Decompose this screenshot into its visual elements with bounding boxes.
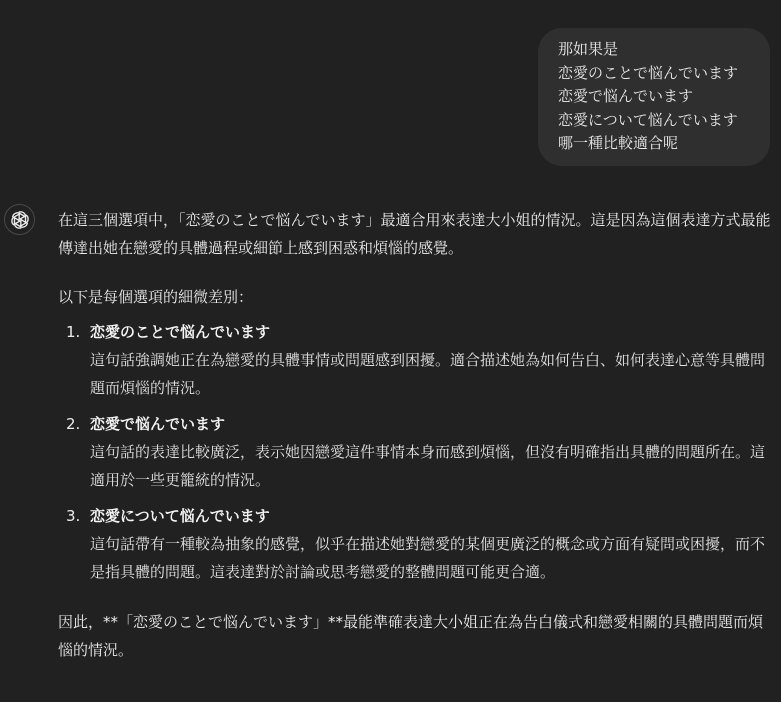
list-item xyxy=(58,410,774,494)
assistant-message xyxy=(58,206,774,664)
user-message-line: 恋愛のことで悩んでいます xyxy=(558,63,739,82)
user-message-line: 恋愛で悩んでいます xyxy=(558,87,694,105)
list-item-description: 這句話的表達比較廣泛，表示她因戀愛這件事情本身而感到煩惱，但沒有明確指出具體的問題所在。這適用於一些更籠統的情況。 xyxy=(90,443,766,489)
list-item-title: 恋愛のことで悩んでいます xyxy=(90,323,271,341)
list-item xyxy=(58,502,774,586)
options-list xyxy=(58,318,774,586)
assistant-list-intro: 以下是每個選項的細微差別： xyxy=(58,288,254,306)
list-item-description: 這句話帶有一種較為抽象的感覺，似乎在描述她對戀愛的某個更廣泛的概念或方面有疑問或困擾，而不是指具體的問題。這表達對於討論或思考戀愛的整體問題可能更合適。 xyxy=(90,535,766,581)
assistant-conclusion: 因此，**「恋愛のことで悩んでいます」**最能準確表達大小姐正在為告白儀式和戀愛相關的具體問題而煩惱的情況。 xyxy=(58,613,764,659)
user-message-line: 那如果是 xyxy=(558,40,619,58)
assistant-intro: 在這三個選項中，「恋愛のことで悩んでいます」最適合用來表達大小姐的情況。這是因為這個表達方式最能傳達出她在戀愛的具體過程或細節上感到困惑和煩惱的感覺。 xyxy=(58,211,771,257)
list-item-description: 這句話強調她正在為戀愛的具體事情或問題感到困擾。適合描述她為如何告白、如何表達心意等具體問題而煩惱的情況。 xyxy=(90,351,766,397)
list-item xyxy=(58,318,774,402)
openai-logo-icon xyxy=(4,204,35,235)
list-item-number: 3. xyxy=(66,507,81,525)
list-item-number: 1. xyxy=(66,323,81,341)
user-message-line: 恋愛について悩んでいます xyxy=(558,110,738,129)
user-message-bubble xyxy=(538,28,770,166)
list-item-title: 恋愛について悩んでいます xyxy=(90,507,270,525)
list-item-title: 恋愛で悩んでいます xyxy=(90,415,226,433)
user-message-line: 哪一種比較適合呢 xyxy=(558,134,679,152)
list-item-number: 2. xyxy=(66,415,81,433)
